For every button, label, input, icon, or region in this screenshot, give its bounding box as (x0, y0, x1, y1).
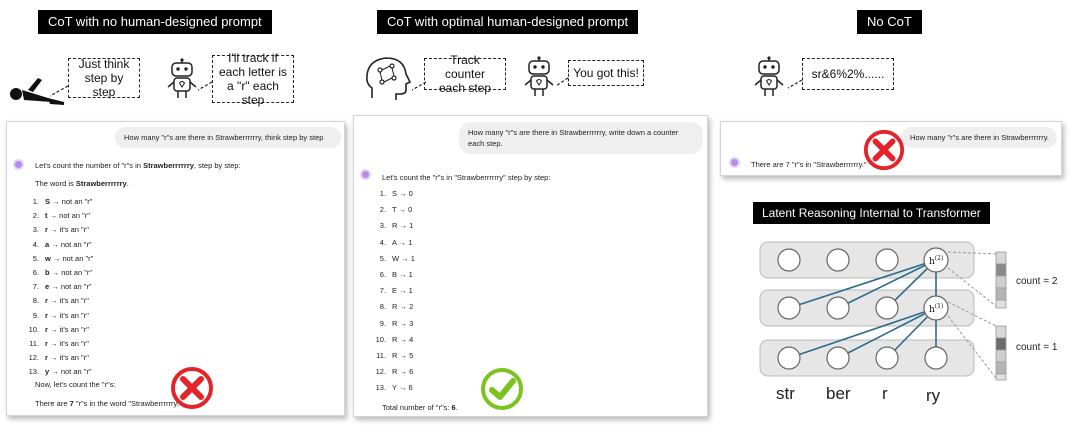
robot-icon (752, 56, 786, 98)
step-number: 4. (379, 237, 386, 247)
step-number: 2. (379, 205, 386, 215)
left-section-title: CoT with no human-designed prompt (38, 10, 272, 34)
step-number: 1. (32, 197, 39, 206)
user-question-bubble (459, 122, 703, 154)
step-number: 3. (32, 225, 39, 235)
node (827, 347, 849, 369)
node (778, 249, 800, 271)
step-text: R → 3 (392, 318, 414, 328)
step-number: 11. (376, 351, 386, 360)
step-row (368, 301, 413, 312)
bubble-tail (554, 76, 570, 88)
step-row (368, 269, 413, 280)
step-row (21, 224, 89, 235)
step-number: 5. (32, 253, 39, 263)
robot-icon (165, 58, 199, 100)
node (827, 297, 849, 319)
bubble-line: I'll track if (228, 51, 278, 65)
robot-middle-bubble: You got this! (568, 60, 644, 86)
human-middle-bubble (424, 53, 506, 95)
step-row (368, 220, 413, 231)
human-left-bubble (68, 58, 140, 98)
bubble-tail (48, 84, 70, 98)
assistant-avatar-icon (729, 157, 740, 168)
step-number: 11. (29, 339, 39, 348)
step-text: → not an "r" (49, 367, 92, 377)
step-number: 8. (32, 296, 39, 306)
step-number: 10. (375, 334, 386, 344)
intro-suffix: , step by step: (193, 161, 241, 170)
assistant-avatar-icon (360, 169, 371, 180)
node-label-h1: $h^{(1)}$ (929, 303, 944, 315)
step-number: 7. (32, 282, 39, 292)
node-label-h2: $h^{(2)}$ (929, 255, 944, 267)
bubble-line: Just think (78, 57, 130, 71)
step-number: 9. (32, 310, 39, 320)
step-text: E → 1 (392, 286, 413, 296)
step-letter: r (45, 339, 48, 348)
step-row (368, 334, 413, 345)
token-label: ry (926, 386, 941, 405)
step-text: Y → 6 (392, 383, 413, 393)
step-row (21, 239, 92, 250)
step-letter: w (45, 253, 51, 263)
token-label: r (882, 384, 888, 403)
bubble-tail (196, 80, 214, 92)
step-row (21, 196, 92, 207)
step-letter: e (45, 282, 50, 292)
response-answer (35, 398, 181, 409)
step-row (21, 295, 89, 306)
step-row (21, 310, 89, 321)
step-text: → not an "r" (49, 268, 93, 277)
step-letter: r (45, 353, 48, 363)
right-chat-panel (720, 121, 1062, 176)
bubble-line: step by step (84, 71, 124, 99)
response-intro: Let's count the "r"s in "Strawberrrrrry" step by step: (382, 173, 551, 182)
step-number: 1. (379, 189, 386, 198)
step-letter: r (45, 225, 48, 235)
transformer-layers-diagram (750, 230, 1050, 382)
total-suffix: . (455, 403, 458, 412)
step-text: R → 2 (392, 302, 414, 312)
middle-section-title: CoT with optimal human-designed prompt (377, 10, 638, 34)
step-letter: a (45, 239, 50, 249)
step-row (21, 352, 89, 363)
bubble-line: each step (438, 81, 492, 95)
step-number: 9. (379, 318, 386, 328)
response-answer: There are 7 "r"s in "Strawberrrrrry." (751, 160, 867, 169)
step-number: 7. (379, 286, 386, 296)
red-cross-icon (862, 128, 906, 172)
node (876, 249, 898, 271)
human-brain-head-icon (364, 54, 414, 104)
step-letter: S (45, 197, 51, 206)
count-label-top: count = 2 (1016, 276, 1058, 287)
step-text: → it's an "r" (47, 310, 89, 320)
step-row (21, 324, 89, 335)
step-number: 6. (32, 268, 39, 277)
step-row (368, 204, 412, 215)
word-suffix: . (126, 179, 129, 188)
middle-chat-panel (353, 115, 708, 417)
step-row (368, 318, 413, 329)
assistant-avatar-icon (13, 159, 24, 170)
latent-reasoning-title: Latent Reasoning Internal to Transformer (753, 202, 990, 224)
step-text: R → 4 (392, 334, 414, 344)
step-letter: t (45, 211, 48, 221)
step-number: 13. (28, 367, 39, 377)
step-text: → it's an "r" (47, 324, 89, 334)
step-number: 6. (379, 270, 386, 279)
total-prefix: Total number of "r"s: (382, 403, 452, 412)
intro-word: Strawberrrrrry (143, 161, 194, 170)
bubble-line: Track counter (444, 53, 486, 81)
step-number: 10. (28, 324, 39, 334)
bubble-line: each letter is (218, 65, 288, 79)
robot-icon (522, 56, 556, 98)
node (827, 249, 849, 271)
robot-right-bubble: sr&6%2%...... (802, 58, 894, 90)
node (778, 297, 800, 319)
step-letter: r (45, 310, 48, 320)
robot-left-bubble (212, 51, 294, 107)
response-total (382, 402, 458, 413)
answer-prefix: There are (35, 399, 70, 408)
step-row (368, 253, 415, 264)
step-text: S → 0 (392, 189, 413, 198)
count-vector-top (996, 252, 1006, 308)
bubble-tail (786, 78, 804, 90)
response-outro: Now, let's count the "r"s: (35, 380, 116, 389)
step-row (368, 188, 413, 199)
step-row (368, 285, 413, 296)
step-text: → it's an "r" (47, 225, 89, 235)
step-text: → it's an "r" (47, 296, 89, 306)
node (925, 347, 947, 369)
count-vector-bottom (996, 326, 1006, 380)
node (876, 297, 898, 319)
step-text: W → 1 (392, 253, 415, 263)
step-text: → it's an "r" (47, 339, 89, 348)
node (778, 347, 800, 369)
question-line: How many "r"s are there in Strawberrrrrry, write down a counter (468, 128, 679, 137)
step-number: 2. (32, 211, 39, 221)
step-row (21, 210, 90, 221)
user-question-bubble: How many "r"s are there in Strawberrrrrry. (901, 127, 1057, 148)
step-row (21, 366, 92, 377)
step-row (21, 253, 93, 264)
step-text: → not an "r" (47, 211, 90, 221)
step-row (21, 281, 92, 292)
intro-text: Let's count the number of "r"s in (35, 161, 144, 170)
step-number: 4. (32, 239, 39, 249)
step-row (368, 382, 413, 393)
step-number: 13. (375, 383, 386, 393)
step-row (21, 338, 89, 349)
step-text: → not an "r" (49, 282, 92, 292)
step-letter: r (45, 324, 48, 334)
step-number: 3. (379, 221, 386, 231)
step-letter: y (45, 367, 50, 377)
step-text: A → 1 (392, 237, 413, 247)
token-label: str (776, 384, 795, 403)
step-text: → not an "r" (50, 197, 93, 206)
token-label: ber (826, 384, 851, 403)
bubble-line: a "r" each step (227, 79, 279, 107)
step-letter: b (45, 268, 50, 277)
step-text: B → 1 (392, 270, 413, 279)
right-section-title: No CoT (857, 10, 922, 34)
user-question-bubble: How many "r"s are there in Strawberrrrrry, think step by step (115, 127, 341, 148)
step-text: → not an "r" (49, 239, 92, 249)
word-line (35, 178, 129, 189)
step-text: R → 1 (392, 221, 414, 231)
step-text: → not an "r" (50, 253, 94, 263)
word-value: Strawberrrrrry (75, 179, 127, 188)
total-value: 6 (451, 403, 456, 412)
red-cross-icon (169, 365, 215, 411)
step-row (21, 267, 92, 278)
answer-suffix: "r"s in the word "Strawberrrrrry." (73, 399, 182, 408)
step-text: T → 0 (392, 205, 413, 215)
step-text: R → 6 (392, 367, 414, 377)
step-row (368, 237, 412, 248)
step-number: 12. (28, 353, 39, 363)
step-row (368, 350, 413, 361)
node (876, 347, 898, 369)
word-prefix: The word is (35, 179, 76, 188)
step-text: R → 5 (392, 351, 414, 360)
answer-number: 7 (69, 399, 74, 408)
question-line: each step. (468, 139, 503, 148)
step-number: 8. (379, 302, 386, 312)
green-check-icon (479, 366, 525, 412)
left-chat-panel (6, 121, 345, 416)
step-text: → it's an "r" (47, 353, 89, 363)
step-number: 12. (375, 367, 386, 377)
response-intro (35, 160, 241, 171)
bubble-tail (410, 80, 428, 92)
step-number: 5. (379, 253, 386, 263)
step-row (368, 366, 413, 377)
count-label-bottom: count = 1 (1016, 342, 1058, 353)
step-letter: r (45, 296, 48, 306)
